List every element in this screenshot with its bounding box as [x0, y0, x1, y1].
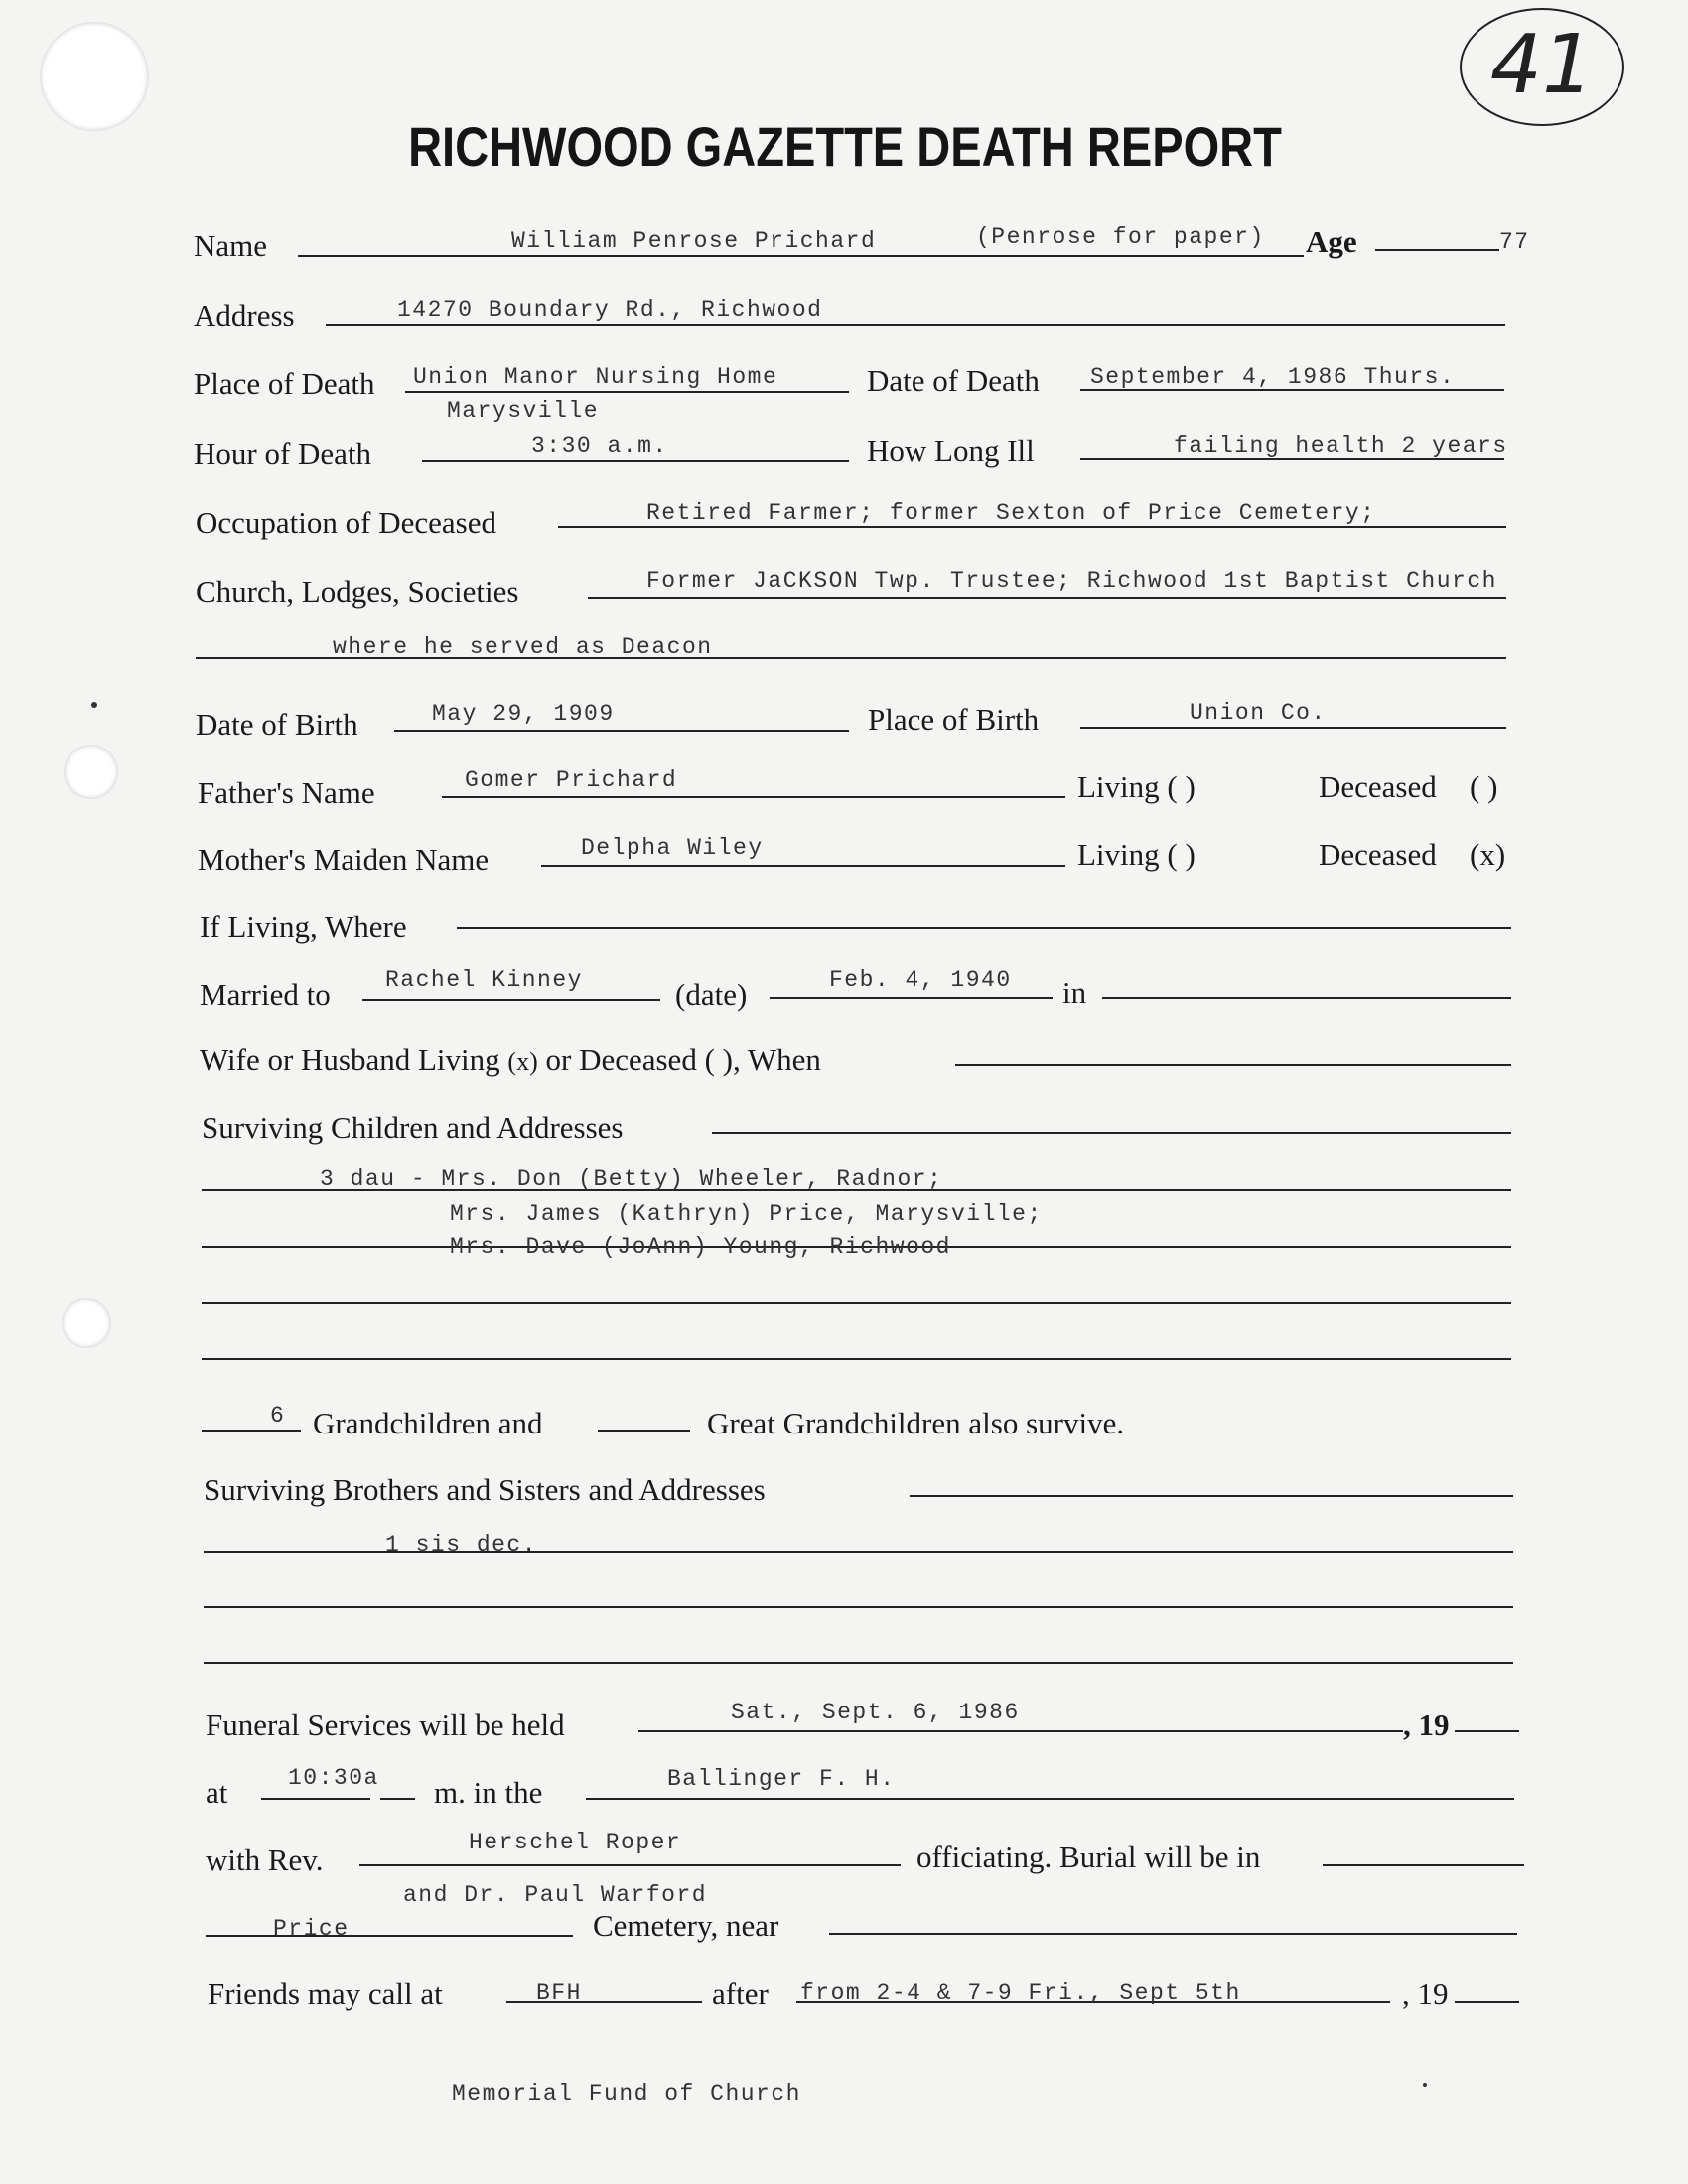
mother-deceased-label: Deceased [1319, 837, 1437, 872]
punch-hole-middle [64, 745, 118, 799]
rev-value: Herschel Roper [469, 1830, 682, 1855]
marriage-in-label: in [1062, 975, 1087, 1010]
siblings-line-3 [204, 1662, 1513, 1664]
hour-of-death-label: Hour of Death [194, 436, 372, 471]
married-to-label: Married to [200, 977, 331, 1012]
speck-mark-2 [1423, 2083, 1427, 2087]
funeral-home-value: Ballinger F. H. [667, 1766, 896, 1792]
date-of-birth-line [394, 730, 849, 732]
fathers-name-label: Father's Name [198, 775, 375, 810]
after-label: after [712, 1977, 769, 2011]
spouse-deceased-label: or Deceased ( ), When [545, 1042, 821, 1077]
friends-after-value: from 2-4 & 7-9 Fri., Sept 5th [800, 1980, 1241, 2006]
great-grandchildren-line [598, 1430, 690, 1432]
page-number-circle [1460, 8, 1624, 126]
friends-at-value: BFH [536, 1980, 582, 2006]
memorial-note: Memorial Fund of Church [452, 2081, 801, 2107]
surviving-children-line [712, 1132, 1511, 1134]
married-to-value: Rachel Kinney [385, 967, 583, 993]
spouse-living-mark: (x) [507, 1047, 538, 1076]
punch-hole-top [40, 22, 149, 131]
age-value: 77 [1499, 229, 1530, 255]
siblings-line-2 [204, 1606, 1513, 1608]
address-value: 14270 Boundary Rd., Richwood [397, 297, 823, 323]
hour-of-death-line [422, 460, 849, 462]
marriage-date-label: (date) [675, 977, 748, 1012]
children-line-3 [202, 1302, 1511, 1304]
occupation-line [558, 526, 1506, 528]
speck-mark [91, 702, 97, 708]
time-line [261, 1798, 370, 1800]
punch-hole-bottom [62, 1298, 111, 1348]
great-grandchildren-label: Great Grandchildren also survive. [707, 1406, 1125, 1440]
place-of-death-line [405, 391, 849, 393]
funeral-date-value: Sat., Sept. 6, 1986 [731, 1700, 1020, 1725]
rev-line [359, 1864, 901, 1866]
church-line [588, 597, 1506, 599]
occupation-value: Retired Farmer; former Sexton of Price Cemetery; [646, 500, 1376, 526]
mother-deceased-mark: (x) [1470, 837, 1506, 872]
church-value: Former JaCKSON Twp. Trustee; Richwood 1st Baptist Church [646, 568, 1497, 594]
mothers-name-value: Delpha Wiley [581, 835, 764, 861]
cemetery-value: Price [273, 1916, 350, 1942]
page-number: 41 [1489, 18, 1595, 112]
children-line-4 [202, 1358, 1511, 1360]
name-line [298, 255, 1304, 257]
burial-line [1323, 1864, 1524, 1866]
grandchildren-label: Grandchildren and [313, 1406, 543, 1440]
how-long-ill-label: How Long Ill [867, 433, 1035, 468]
address-label: Address [194, 298, 295, 333]
at-label: at [206, 1775, 228, 1810]
am-pm-line [380, 1798, 415, 1800]
children-value-2: Mrs. James (Kathryn) Price, Marysville; [450, 1201, 1043, 1227]
funeral-year-label: , 19 [1403, 1707, 1450, 1742]
mothers-name-line [541, 865, 1065, 867]
marriage-in-line [1102, 997, 1511, 999]
children-value-1: 3 dau - Mrs. Don (Betty) Wheeler, Radnor; [320, 1166, 943, 1192]
funeral-home-line [586, 1798, 1514, 1800]
cemetery-line [206, 1935, 573, 1937]
place-of-death-label: Place of Death [194, 366, 375, 401]
place-of-birth-line [1080, 727, 1506, 729]
address-line [326, 324, 1505, 326]
church-value-2: where he served as Deacon [333, 634, 713, 660]
occupation-label: Occupation of Deceased [196, 505, 496, 540]
fathers-name-line [442, 796, 1065, 798]
siblings-value: 1 sis dec. [385, 1532, 538, 1558]
cemetery-near-label: Cemetery, near [593, 1908, 779, 1943]
children-value-3: Mrs. Dave (JoAnn) Young, Richwood [450, 1234, 951, 1260]
age-label: Age [1306, 224, 1357, 259]
marriage-date-value: Feb. 4, 1940 [829, 967, 1012, 993]
name-note: (Penrose for paper) [976, 224, 1265, 250]
spouse-status-label [200, 1044, 821, 1075]
marriage-date-line [770, 997, 1053, 999]
place-of-death-value: Union Manor Nursing Home [413, 364, 778, 390]
with-rev-label: with Rev. [206, 1843, 324, 1877]
date-of-birth-value: May 29, 1909 [432, 701, 615, 727]
friends-year-line [1455, 2001, 1519, 2003]
place-of-death-value-2: Marysville [447, 398, 600, 424]
fathers-name-value: Gomer Prichard [465, 767, 678, 793]
father-living-label: Living ( ) [1077, 769, 1196, 804]
grandchildren-value: 6 [270, 1403, 286, 1429]
surviving-children-label: Surviving Children and Addresses [202, 1110, 624, 1145]
grandchildren-line [202, 1430, 301, 1432]
place-of-birth-value: Union Co. [1190, 700, 1327, 726]
funeral-label: Funeral Services will be held [206, 1707, 565, 1742]
if-living-where-label: If Living, Where [200, 909, 407, 944]
mothers-name-label: Mother's Maiden Name [198, 842, 490, 877]
father-deceased-label: Deceased [1319, 769, 1437, 804]
mother-living-label: Living ( ) [1077, 837, 1196, 872]
married-to-line [362, 999, 660, 1001]
m-in-the-label: m. in the [434, 1775, 543, 1810]
place-of-birth-label: Place of Birth [868, 702, 1040, 737]
name-label: Name [194, 228, 268, 263]
cemetery-near-line [829, 1933, 1517, 1935]
spouse-when-line [955, 1064, 1511, 1066]
officiating-label: officiating. Burial will be in [916, 1840, 1261, 1874]
friends-call-label: Friends may call at [208, 1977, 443, 2011]
spouse-living-label: Wife or Husband Living [200, 1042, 500, 1077]
church-label: Church, Lodges, Societies [196, 574, 519, 609]
funeral-line [638, 1730, 1403, 1732]
friends-year-label: , 19 [1402, 1977, 1449, 2011]
name-value: William Penrose Prichard [511, 228, 877, 254]
hour-of-death-value: 3:30 a.m. [531, 433, 668, 459]
siblings-label: Surviving Brothers and Sisters and Addresses [204, 1472, 766, 1507]
date-of-death-value: September 4, 1986 Thurs. [1090, 364, 1456, 390]
date-of-death-label: Date of Death [867, 363, 1040, 398]
siblings-line [910, 1495, 1513, 1497]
if-living-where-line [457, 927, 1511, 929]
age-line [1375, 249, 1499, 251]
rev-value-2: and Dr. Paul Warford [403, 1882, 708, 1908]
funeral-time-value: 10:30a [288, 1765, 379, 1791]
form-title: RICHWOOD GAZETTE DEATH REPORT [408, 115, 1282, 178]
date-of-birth-label: Date of Birth [196, 707, 358, 742]
how-long-ill-value: failing health 2 years [1174, 433, 1508, 459]
father-deceased-mark: ( ) [1470, 769, 1498, 804]
funeral-year-line [1455, 1730, 1519, 1732]
